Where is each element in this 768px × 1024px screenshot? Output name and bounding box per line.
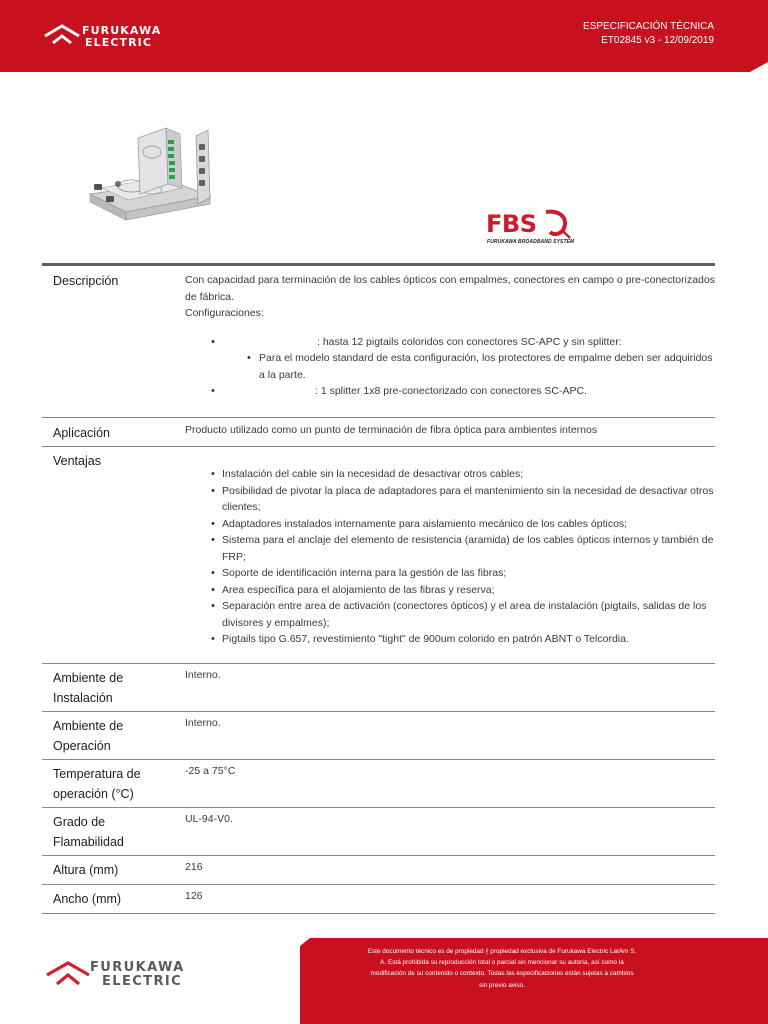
product-image (84, 124, 216, 224)
advantage-item: • Instalación del cable sin la necesidad de desactivar otros cables; (185, 466, 715, 483)
label-description: Descripción (53, 274, 119, 288)
advantage-item: • Separación entre area de activación (conectores ópticos) y el area de instalación (pigtails, salidas de los divisores y empalmes); (185, 598, 715, 631)
label-operation-env (42, 717, 185, 759)
advantage-item: • Soporte de identificación interna para la gestión de las fibras; (185, 565, 715, 582)
row-operation-env (42, 712, 715, 760)
row-install-env (42, 664, 715, 712)
label-height: Altura (mm) (53, 863, 119, 877)
label-line: Ambiente de (53, 671, 124, 685)
fbs-swirl-icon (542, 208, 572, 240)
label-flammability (42, 813, 185, 855)
brand-line2: ELECTRIC (85, 36, 153, 49)
furukawa-logo-footer (46, 960, 196, 994)
advantage-item: • Area específica para el alojamiento de las fibras y reserva; (185, 582, 715, 599)
row-height (42, 856, 715, 885)
furukawa-logo (44, 24, 164, 52)
configs-title: Configuraciones: (185, 307, 264, 319)
value-temperature: -25 a 75°C (185, 765, 236, 777)
label-install-env (42, 669, 185, 711)
row-width (42, 885, 715, 914)
label-line: Operación (53, 738, 111, 753)
disclaimer-line: A. Está prohibida su reproducción total o parcial sin mencionar su autoría, así como la (380, 959, 624, 967)
fbs-logo-text: FBS (486, 210, 537, 238)
value-advantages (185, 452, 715, 663)
label-width: Ancho (mm) (53, 892, 122, 906)
label-advantages: Ventajas (53, 454, 101, 468)
description-intro: Con capacidad para terminación de los cables ópticos con empalmes, conectores en campo o pre-conectorizados de fábrica. (185, 274, 715, 303)
specification-table (42, 263, 715, 914)
fbs-subtitle: FURUKAWA BROADBAND SYSTEM (487, 239, 575, 245)
doc-type: ESPECIFICACIÓN TÉCNICA (583, 21, 714, 32)
value-description (185, 272, 715, 417)
row-flammability (42, 808, 715, 856)
label-line: Ambiente de (53, 719, 124, 733)
value-install-env: Interno. (185, 669, 221, 681)
fiber-box-illustration (84, 124, 216, 224)
label-line: Temperatura de (53, 767, 141, 781)
footer-disclaimer (306, 946, 698, 991)
furukawa-roof-icon (46, 960, 90, 988)
brand-line2: ELECTRIC (102, 974, 183, 989)
advantage-item: • Sistema para el anclaje del elemento de resistencia (aramida) de los cables ópticos internos y también de FRP; (185, 532, 715, 565)
label-line: Flamabilidad (53, 834, 124, 849)
doc-code: ET02845 v3 - 12/09/2019 (601, 35, 714, 46)
header-band (0, 0, 768, 72)
row-temperature (42, 760, 715, 808)
disclaimer-line: sin previo aviso. (479, 981, 525, 989)
label-line: Instalación (53, 690, 113, 705)
advantage-item: • Adaptadores instalados internamente para aislamiento mecánico de los cables ópticos; (185, 516, 715, 533)
disclaimer-line: Este documento técnico es de propiedad ∤ propiedad exclusiva de Furukawa Electric LatAm S. (367, 948, 637, 955)
config-2: • : 1 splitter 1x8 pre-conectorizado con conectores SC-APC. (185, 383, 715, 400)
config-1: • : hasta 12 pigtails coloridos con conectores SC-APC y sin splitter: (185, 334, 715, 351)
label-line: operación (°C) (53, 786, 134, 801)
brand-line1: FURUKAWA (82, 24, 162, 37)
value-application: Producto utilizado como un punto de terminación de fibra óptica para ambientes internos (185, 424, 598, 436)
row-description (42, 266, 715, 418)
furukawa-roof-icon (44, 24, 80, 46)
value-height: 216 (185, 861, 203, 873)
value-operation-env: Interno. (185, 717, 221, 729)
brand-line1: FURUKAWA (90, 960, 185, 975)
disclaimer-line: modificación de su contenido o contexto. Todas las especificaciones están sujetas a cambios (370, 970, 634, 978)
config-1-sub: • Para el modelo standard de esta configuración, los protectores de empalme deben ser adquiridos a la parte. (185, 350, 715, 383)
row-application (42, 418, 715, 447)
fbs-logo (486, 210, 584, 250)
value-flammability: UL-94-V0. (185, 813, 233, 825)
label-application: Aplicación (53, 426, 110, 440)
document-meta (583, 20, 714, 48)
advantage-item: • Pigtails tipo G.657, revestimiento "tight" de 900um colorido en patrón ABNT o Telcordia. (185, 631, 715, 648)
value-width: 126 (185, 890, 203, 902)
label-line: Grado de (53, 815, 106, 829)
label-temperature (42, 765, 185, 807)
row-advantages (42, 447, 715, 664)
advantage-item: • Posibilidad de pivotar la placa de adaptadores para el mantenimiento sin la necesidad de desactivar otros clientes; (185, 483, 715, 516)
